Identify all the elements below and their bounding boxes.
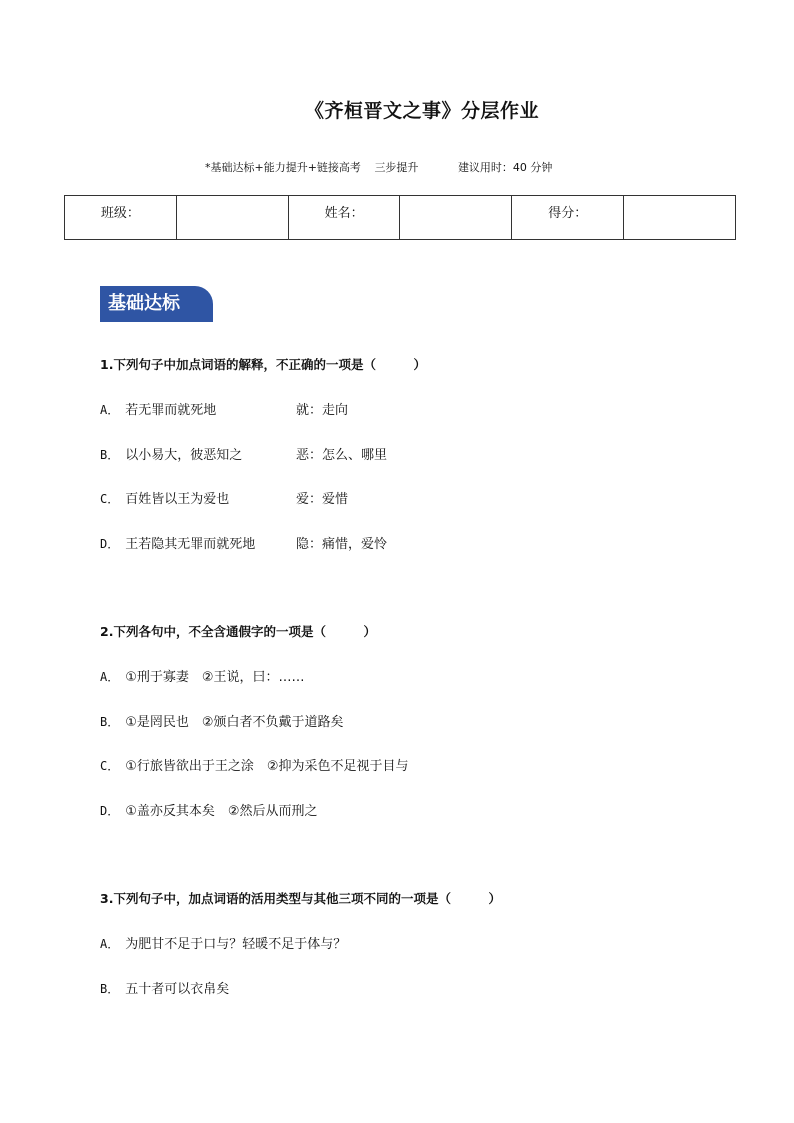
question-1-option-d: [100, 533, 388, 552]
question-2-option-b: [100, 711, 344, 730]
question-1-option-b: [100, 444, 388, 463]
subtitle-steps: *基础达标+能力提升+链接高考: [205, 161, 361, 174]
page-title: 《齐桓晋文之事》分层作业: [304, 100, 539, 122]
question-2-stem: 2.下列各句中，不全含通假字的一项是（ ）: [100, 624, 376, 639]
option-text: 以小易大，彼恶知之: [125, 448, 243, 463]
option-explanation: 就：走向: [296, 403, 349, 418]
option-letter: D．: [100, 804, 120, 818]
option-explanation: 爱：爱惜: [296, 492, 349, 507]
option-letter: C．: [100, 759, 120, 773]
question-3-option-a: [100, 933, 346, 952]
option-text: ①是罔民也 ②颁白者不负戴于道路矣: [125, 715, 344, 730]
subtitle-time: 建议用时：40 分钟: [457, 161, 553, 174]
class-label: 班级：: [65, 196, 177, 240]
option-letter: B．: [100, 715, 120, 729]
option-text: 五十者可以衣帛矣: [125, 982, 230, 997]
option-letter: B．: [100, 982, 120, 996]
class-field[interactable]: [176, 196, 288, 240]
question-1-stem: 1.下列句子中加点词语的解释，不正确的一项是（ ）: [100, 357, 426, 372]
question-2-option-a: [100, 666, 305, 685]
question-3-option-b: [100, 978, 229, 997]
option-text: 百姓皆以王为爱也: [125, 492, 230, 507]
option-letter: D．: [100, 537, 120, 551]
option-text: ①行旅皆欲出于王之涂 ②抑为采色不足视于目与: [125, 759, 409, 774]
question-1-option-a: [100, 399, 349, 418]
score-field[interactable]: [624, 196, 736, 240]
option-text: 若无罪而就死地: [125, 403, 217, 418]
option-letter: C．: [100, 492, 120, 506]
section-heading: 基础达标: [100, 286, 213, 322]
question-3-stem: 3.下列句子中，加点词语的活用类型与其他三项不同的一项是（ ）: [100, 891, 501, 906]
option-letter: A．: [100, 403, 120, 417]
subtitle: [205, 159, 552, 175]
question-2-option-d: [100, 800, 318, 819]
option-text: 为肥甘不足于口与？轻暖不足于体与？: [125, 937, 347, 952]
option-explanation: 隐：痛惜，爱怜: [296, 537, 388, 552]
option-letter: B．: [100, 448, 120, 462]
option-text: 王若隐其无罪而就死地: [125, 537, 256, 552]
score-label: 得分：: [512, 196, 624, 240]
name-field[interactable]: [400, 196, 512, 240]
student-info-table: [64, 195, 736, 240]
question-2-option-c: [100, 755, 409, 774]
option-text: ①刑于寡妻 ②王说，曰：……: [125, 670, 305, 685]
option-letter: A．: [100, 937, 120, 951]
question-1-option-c: [100, 488, 349, 507]
name-label: 姓名：: [288, 196, 400, 240]
option-text: ①盖亦反其本矣 ②然后从而刑之: [125, 804, 318, 819]
option-letter: A．: [100, 670, 120, 684]
subtitle-three-steps: 三步提升: [374, 161, 419, 174]
option-explanation: 恶：怎么、哪里: [296, 448, 388, 463]
